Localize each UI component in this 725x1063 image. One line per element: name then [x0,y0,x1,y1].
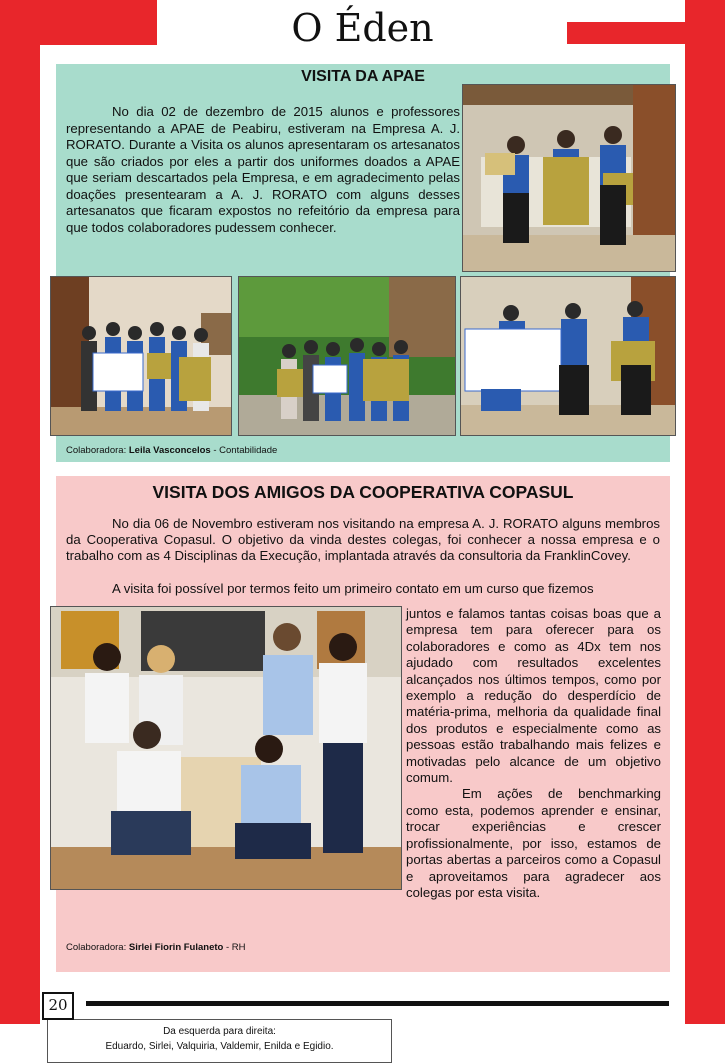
page-number: 20 [42,992,74,1020]
section-heading: VISITA DOS AMIGOS DA COOPERATIVA COPASUL [152,482,574,502]
section-credit [66,942,246,953]
photo-caption [47,1019,392,1063]
magazine-title: O Éden [291,6,434,50]
apae-photo-group-office [50,276,232,436]
section-credit [66,445,277,456]
credit-name: Leila Vasconcelos [128,445,211,456]
credit-label: Colaboradora: [66,942,127,953]
apae-photo-group-garden [238,276,456,436]
section-paragraph-2-rest: juntos e falamos tantas coisas boas que a empresa tem para oferecer para os colaboradores e como as 4Dx tem nos ajudado com resultados excelentes alcançados nos últimos tempos, como por exemplo a redução do desperdício de matéria-prima, melhoria da qualidade final dos produtos e especialmente como as pessoas estão trabalhando mais felizes e motivadas pelo alcance de um objetivo comum. [406,606,661,786]
section-paragraph-2-wrap [406,606,661,901]
credit-label: Colaboradora: [66,445,127,456]
apae-photo-students-seated [462,84,676,272]
credit-name: Sirlei Fiorin Fulaneto [128,942,224,953]
credit-department: - Contabilidade [213,445,278,456]
right-red-band [685,0,725,1024]
section-body: No dia 02 de dezembro de 2015 alunos e professores representando a APAE de Peabiru, estiveram na Empresa A. J. RORATO. Durante a Visita os alunos apresentaram os artesanatos que são criados por eles a partir dos uniformes doados a APAE que seriam descartados pela Empresa, e em agradecimento pelas doações presentearam a A. J. RORATO com alguns desses artesanatos que ficaram expostos no refeitório da empresa para que todos colaboradores pudessem conhecer. [66,104,460,235]
section-paragraph-2-intro: A visita foi possível por termos feito um primeiro contato em um curso que fizemos [112,581,594,596]
credit-department: - RH [225,942,246,953]
caption-heading: Da esquerda para direita: [163,1026,276,1037]
apae-photo-students-poster [460,276,676,436]
caption-names: Eduardo, Sirlei, Valquiria, Valdemir, Enilda e Egidio. [105,1041,334,1052]
section-paragraph-3: Em ações de benchmarking como esta, podemos aprender e ensinar, trocar experiências e crescer profissionalmente, por isso, estamos de portas abertas a parceiros como a Copasul e aproveitamos para agradecer aos colegas por esta visita. [406,786,661,900]
section-heading: VISITA DA APAE [301,68,425,85]
section-paragraph-1: No dia 06 de Novembro estiveram nos visitando na empresa A. J. RORATO alguns membros da Cooperativa Copasul. O objetivo da vinda destes colegas, foi conhecer a nossa empresa e o trabalho com as 4 Disciplinas da Execução, implantada através da consultoria da FranklinCovey. [66,516,660,563]
apae-visit-section [56,64,670,462]
footer-rule [86,1001,669,1006]
left-red-band [0,0,40,1024]
